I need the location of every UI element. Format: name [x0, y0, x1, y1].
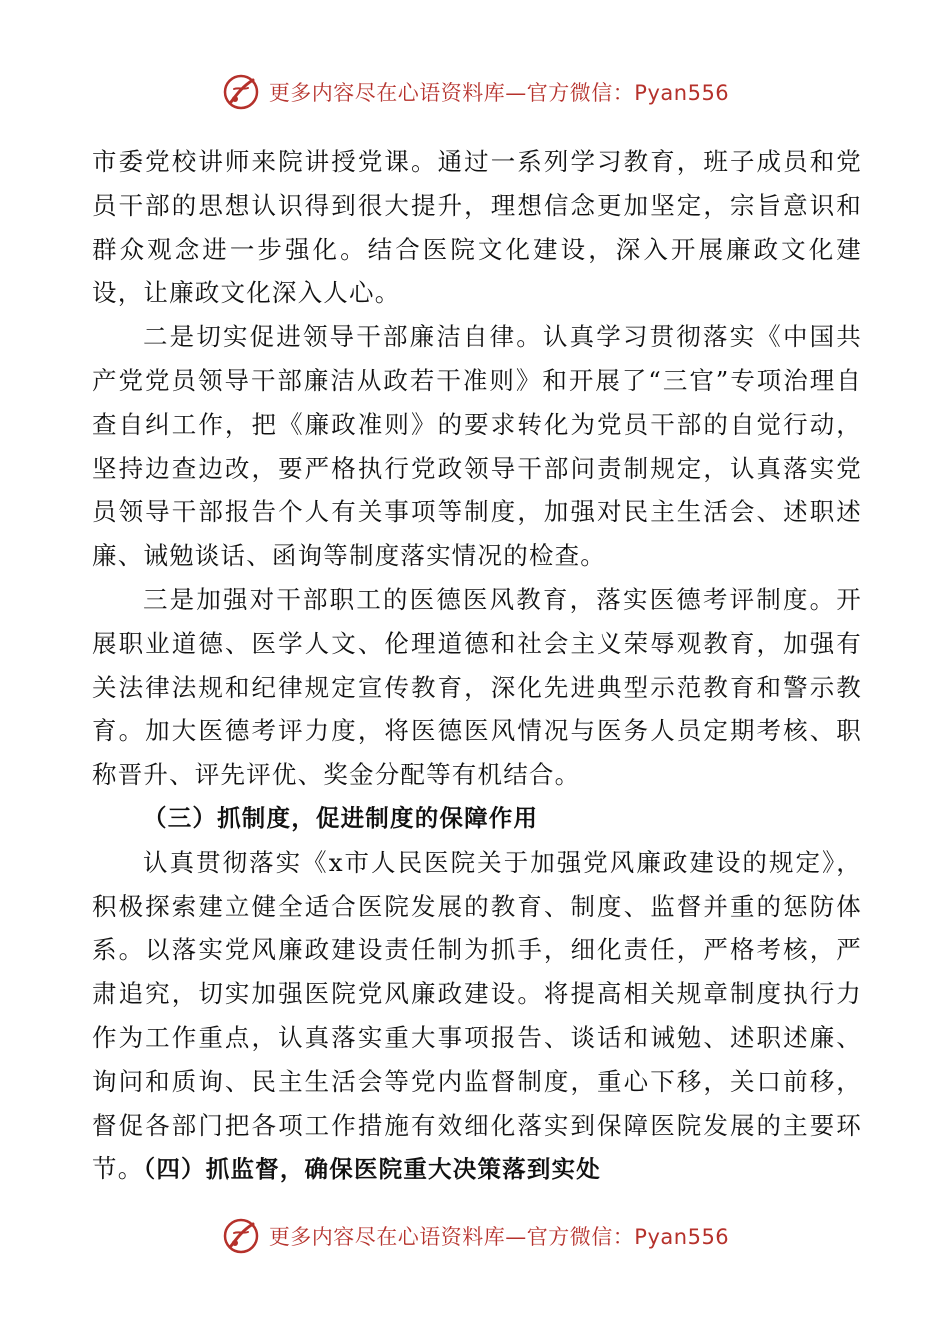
document-body — [92, 140, 862, 1192]
footer-watermark — [0, 1214, 950, 1258]
logo-icon — [221, 1216, 261, 1256]
paragraph-4 — [92, 841, 862, 1192]
footer-watermark-text: 更多内容尽在心语资料库—官方微信：Pyan556 — [268, 1225, 730, 1249]
section-heading-3: （三）抓制度，促进制度的保障作用 — [143, 803, 539, 832]
paragraph-1: 市委党校讲师来院讲授党课。通过一系列学习教育，班子成员和党员干部的思想认识得到很大提升，理想信念更加坚定，宗旨意识和群众观念进一步强化。结合医院文化建设，深入开展廉政文化建设，让廉政文化深入人心。 — [92, 147, 862, 308]
section-heading-4: （四）抓监督，确保医院重大决策落到实处 — [143, 1155, 601, 1184]
header-watermark-text: 更多内容尽在心语资料库—官方微信：Pyan556 — [268, 81, 730, 105]
logo-icon — [221, 72, 261, 112]
paragraph-2: 二是切实促进领导干部廉洁自律。认真学习贯彻落实《中国共产党党员领导干部廉洁从政若干准则》和开展了“三官”专项治理自查自纠工作，把《廉政准则》的要求转化为党员干部的自觉行动，坚持边查边改，要严格执行党政领导干部问责制规定，认真落实党员领导干部报告个人有关事项等制度，加强对民主生活会、述职述廉、诫勉谈话、函询等制度落实情况的检查。 — [92, 322, 862, 571]
paragraph-4-text: 认真贯彻落实《x市人民医院关于加强党风廉政建设的规定》，积极探索建立健全适合医院发展的教育、制度、监督并重的惩防体系。以落实党风廉政建设责任制为抓手，细化责任，严格考核，严肃追究，切实加强医院党风廉政建设。将提高相关规章制度执行力作为工作重点，认真落实重大事项报告、谈话和诫勉、述职述廉、询问和质询、民主生活会等党内监督制度，重心下移，关口前移，督促各部门把各项工作措施有效细化落实到保障医院发展的主要环节。 — [92, 847, 862, 1184]
header-watermark — [0, 70, 950, 114]
paragraph-3: 三是加强对干部职工的医德医风教育，落实医德考评制度。开展职业道德、医学人文、伦理道德和社会主义荣辱观教育，加强有关法律法规和纪律规定宣传教育，深化先进典型示范教育和警示教育。加大医德考评力度，将医德医风情况与医务人员定期考核、职称晋升、评先评优、奖金分配等有机结合。 — [92, 584, 862, 790]
